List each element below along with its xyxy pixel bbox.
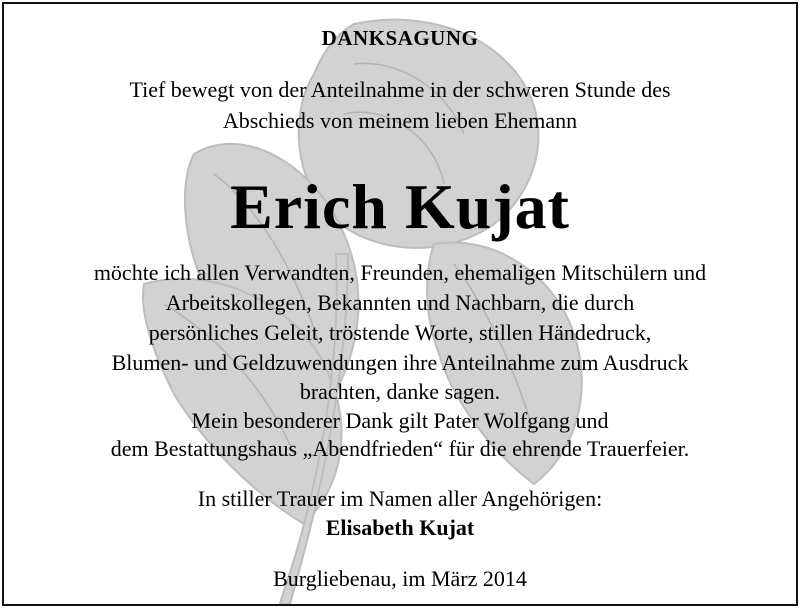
- deceased-name: Erich Kujat: [230, 171, 570, 242]
- intro-line-1: Tief bewegt von der Anteilnahme in der schweren Stunde des: [129, 77, 671, 102]
- body-line-6: Mein besonderer Dank gilt Pater Wolfgang und: [191, 408, 609, 433]
- body-line-2: Arbeitskollegen, Bekannten und Nachbarn, die durch: [165, 290, 635, 315]
- place-date: Burgliebenau, im März 2014: [273, 566, 527, 591]
- body-line-4: Blumen- und Geldzuwendungen ihre Anteilnahme zum Ausdruck: [111, 350, 689, 375]
- body-line-1: möchte ich allen Verwandten, Freunden, ehemaligen Mitschülern und: [93, 260, 707, 285]
- notice-heading: DANKSAGUNG: [321, 26, 479, 50]
- obituary-notice: [2, 2, 798, 606]
- signatory-name: Elisabeth Kujat: [325, 515, 475, 540]
- body-line-3: persönliches Geleit, tröstende Worte, stillen Händedruck,: [148, 320, 652, 345]
- body-line-5: brachten, danke sagen.: [299, 379, 501, 404]
- intro-line-2: Abschieds von meinem lieben Ehemann: [222, 108, 578, 133]
- closing-line: In stiller Trauer im Namen aller Angehörigen:: [197, 486, 603, 511]
- body-line-7: dem Bestattungshaus „Abendfrieden“ für die ehrende Trauerfeier.: [110, 436, 690, 461]
